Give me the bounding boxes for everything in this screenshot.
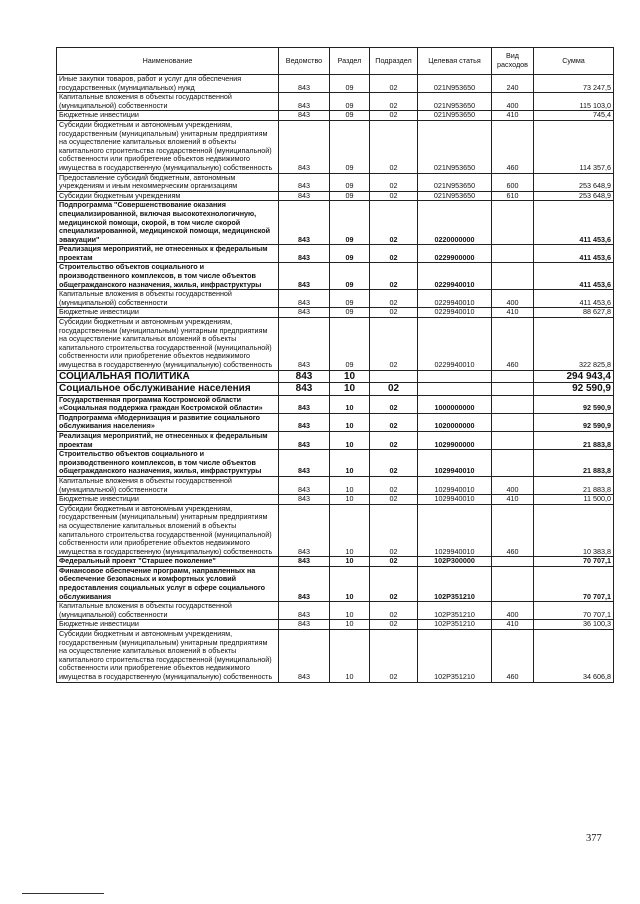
table-row xyxy=(57,245,614,263)
cell-target: 021N953650 xyxy=(418,191,492,201)
cell-target: 102P351210 xyxy=(418,602,492,620)
cell-dept: 843 xyxy=(279,413,330,431)
header-name: Наименование xyxy=(57,48,279,75)
cell-kind: 460 xyxy=(492,120,534,173)
cell-subsection: 02 xyxy=(370,504,418,557)
cell-sum: 34 606,8 xyxy=(534,630,614,683)
cell-kind xyxy=(492,431,534,449)
cell-subsection: 02 xyxy=(370,383,418,396)
cell-dept: 843 xyxy=(279,431,330,449)
cell-subsection: 02 xyxy=(370,75,418,93)
cell-section: 10 xyxy=(330,602,370,620)
cell-target: 021N953650 xyxy=(418,75,492,93)
cell-name: Иные закупки товаров, работ и услуг для обеспечения государственных (муниципальных) нужд xyxy=(57,75,279,93)
cell-section: 10 xyxy=(330,476,370,494)
cell-dept: 843 xyxy=(279,630,330,683)
cell-name: Бюджетные инвестиции xyxy=(57,495,279,505)
cell-subsection: 02 xyxy=(370,120,418,173)
cell-name: Подпрограмма "Совершенствование оказания специализированной, включая высокотехнологичную, медицинской помощи, скорой, в том числе скорой специализированной, медицинской помощи, медицинской эвакуации" xyxy=(57,201,279,245)
cell-section: 10 xyxy=(330,431,370,449)
cell-target: 0229900000 xyxy=(418,245,492,263)
cell-subsection: 02 xyxy=(370,566,418,601)
cell-section: 10 xyxy=(330,450,370,477)
cell-name: Субсидии бюджетным и автономным учреждениям, государственным (муниципальным) унитарным предприятиям на осуществление капитальных вложений в объекты капитального строительства государственной (муниципальной) собственности или приобретение объектов недвижимого имущества в государственную (муниципальную) собственность xyxy=(57,630,279,683)
table-row xyxy=(57,191,614,201)
cell-name: Бюджетные инвестиции xyxy=(57,111,279,121)
table-row xyxy=(57,413,614,431)
cell-name: Подпрограмма «Модернизация и развитие социального обслуживания населения» xyxy=(57,413,279,431)
cell-name: Капитальные вложения в объекты государственной (муниципальной) собственности xyxy=(57,290,279,308)
table-row xyxy=(57,431,614,449)
table-row xyxy=(57,383,614,396)
cell-target: 021N953650 xyxy=(418,173,492,191)
cell-sum: 322 825,8 xyxy=(534,318,614,371)
cell-kind: 460 xyxy=(492,504,534,557)
cell-name: Финансовое обеспечение программ, направленных на обеспечение безопасных и комфортных условий предоставления социальных услуг в сфере социального обслуживания xyxy=(57,566,279,601)
cell-dept: 843 xyxy=(279,318,330,371)
cell-name: Предоставление субсидий бюджетным, автономным учреждениям и иным некоммерческим организациям xyxy=(57,173,279,191)
cell-kind xyxy=(492,383,534,396)
cell-subsection: 02 xyxy=(370,495,418,505)
cell-target: 102P351210 xyxy=(418,566,492,601)
cell-sum: 92 590,9 xyxy=(534,383,614,396)
table-row xyxy=(57,263,614,290)
cell-section: 10 xyxy=(330,566,370,601)
cell-target: 021N953650 xyxy=(418,120,492,173)
header-subsection: Подраздел xyxy=(370,48,418,75)
table-row xyxy=(57,495,614,505)
cell-section: 09 xyxy=(330,111,370,121)
cell-sum: 21 883,8 xyxy=(534,450,614,477)
cell-section: 10 xyxy=(330,620,370,630)
cell-kind xyxy=(492,450,534,477)
cell-target: 102P351210 xyxy=(418,630,492,683)
cell-section: 10 xyxy=(330,504,370,557)
cell-kind xyxy=(492,557,534,567)
cell-sum: 73 247,5 xyxy=(534,75,614,93)
cell-name: Капитальные вложения в объекты государственной (муниципальной) собственности xyxy=(57,476,279,494)
cell-name: Капитальные вложения в объекты государственной (муниципальной) собственности xyxy=(57,602,279,620)
cell-sum: 114 357,6 xyxy=(534,120,614,173)
header-dept: Ведомство xyxy=(279,48,330,75)
cell-target: 1029940010 xyxy=(418,495,492,505)
cell-target: 021N953650 xyxy=(418,93,492,111)
table-row xyxy=(57,75,614,93)
cell-section: 09 xyxy=(330,173,370,191)
cell-subsection: 02 xyxy=(370,173,418,191)
cell-sum: 10 383,8 xyxy=(534,504,614,557)
cell-sum: 21 883,8 xyxy=(534,476,614,494)
cell-section: 09 xyxy=(330,191,370,201)
cell-name: Государственная программа Костромской области «Социальная поддержка граждан Костромской области» xyxy=(57,395,279,413)
cell-dept: 843 xyxy=(279,263,330,290)
cell-name: Субсидии бюджетным и автономным учреждениям, государственным (муниципальным) унитарным предприятиям на осуществление капитальных вложений в объекты капитального строительства государственной (муниципальной) собственности или приобретение объектов недвижимого имущества в государственную (муниципальную) собственность xyxy=(57,318,279,371)
cell-sum: 294 943,4 xyxy=(534,370,614,383)
cell-target: 0229940010 xyxy=(418,263,492,290)
cell-dept: 843 xyxy=(279,602,330,620)
cell-name: Капитальные вложения в объекты государственной (муниципальной) собственности xyxy=(57,93,279,111)
footer-divider xyxy=(22,893,104,894)
cell-target xyxy=(418,370,492,383)
cell-section: 10 xyxy=(330,370,370,383)
table-row xyxy=(57,290,614,308)
table-row xyxy=(57,557,614,567)
cell-section: 10 xyxy=(330,495,370,505)
cell-dept: 843 xyxy=(279,75,330,93)
cell-sum: 88 627,8 xyxy=(534,308,614,318)
cell-section: 09 xyxy=(330,75,370,93)
cell-subsection: 02 xyxy=(370,620,418,630)
cell-subsection: 02 xyxy=(370,201,418,245)
cell-target: 1029940010 xyxy=(418,504,492,557)
table-row xyxy=(57,450,614,477)
cell-section: 09 xyxy=(330,120,370,173)
cell-kind xyxy=(492,370,534,383)
table-row xyxy=(57,201,614,245)
cell-dept: 843 xyxy=(279,566,330,601)
cell-dept: 843 xyxy=(279,557,330,567)
cell-kind xyxy=(492,413,534,431)
cell-sum: 253 648,9 xyxy=(534,173,614,191)
cell-name: Федеральный проект "Старшее поколение" xyxy=(57,557,279,567)
cell-sum: 411 453,6 xyxy=(534,201,614,245)
table-header-row xyxy=(57,48,614,75)
cell-name: Реализация мероприятий, не отнесенных к федеральным проектам xyxy=(57,431,279,449)
cell-kind: 400 xyxy=(492,476,534,494)
cell-subsection: 02 xyxy=(370,450,418,477)
cell-dept: 843 xyxy=(279,383,330,396)
cell-dept: 843 xyxy=(279,395,330,413)
cell-dept: 843 xyxy=(279,93,330,111)
cell-name: Бюджетные инвестиции xyxy=(57,620,279,630)
header-target: Целевая статья xyxy=(418,48,492,75)
cell-target: 102P351210 xyxy=(418,620,492,630)
cell-subsection: 02 xyxy=(370,395,418,413)
cell-section: 09 xyxy=(330,308,370,318)
table-row xyxy=(57,93,614,111)
cell-dept: 843 xyxy=(279,450,330,477)
cell-subsection: 02 xyxy=(370,431,418,449)
table-row xyxy=(57,370,614,383)
header-sum: Сумма xyxy=(534,48,614,75)
cell-name: Социальное обслуживание населения xyxy=(57,383,279,396)
cell-subsection: 02 xyxy=(370,476,418,494)
cell-dept: 843 xyxy=(279,308,330,318)
cell-kind: 410 xyxy=(492,495,534,505)
cell-sum: 36 100,3 xyxy=(534,620,614,630)
table-row xyxy=(57,173,614,191)
cell-kind xyxy=(492,263,534,290)
cell-sum: 11 500,0 xyxy=(534,495,614,505)
cell-section: 09 xyxy=(330,318,370,371)
cell-section: 09 xyxy=(330,201,370,245)
cell-dept: 843 xyxy=(279,191,330,201)
cell-dept: 843 xyxy=(279,290,330,308)
cell-kind: 400 xyxy=(492,93,534,111)
cell-sum: 92 590,9 xyxy=(534,395,614,413)
cell-subsection: 02 xyxy=(370,318,418,371)
header-kind: Вид расходов xyxy=(492,48,534,75)
cell-kind: 410 xyxy=(492,620,534,630)
cell-sum: 115 103,0 xyxy=(534,93,614,111)
table-row xyxy=(57,566,614,601)
cell-section: 09 xyxy=(330,93,370,111)
table-row xyxy=(57,630,614,683)
cell-section: 10 xyxy=(330,395,370,413)
cell-subsection: 02 xyxy=(370,413,418,431)
table-row xyxy=(57,620,614,630)
cell-kind xyxy=(492,566,534,601)
cell-dept: 843 xyxy=(279,245,330,263)
cell-subsection: 02 xyxy=(370,111,418,121)
cell-kind: 400 xyxy=(492,602,534,620)
table-row xyxy=(57,111,614,121)
cell-name: СОЦИАЛЬНАЯ ПОЛИТИКА xyxy=(57,370,279,383)
cell-kind: 600 xyxy=(492,173,534,191)
cell-kind: 610 xyxy=(492,191,534,201)
table-row xyxy=(57,395,614,413)
table-row xyxy=(57,602,614,620)
cell-section: 09 xyxy=(330,245,370,263)
cell-dept: 843 xyxy=(279,504,330,557)
cell-dept: 843 xyxy=(279,370,330,383)
cell-kind: 410 xyxy=(492,308,534,318)
cell-sum: 70 707,1 xyxy=(534,557,614,567)
cell-sum: 745,4 xyxy=(534,111,614,121)
cell-section: 10 xyxy=(330,557,370,567)
cell-sum: 21 883,8 xyxy=(534,431,614,449)
cell-kind: 240 xyxy=(492,75,534,93)
cell-name: Реализация мероприятий, не отнесенных к федеральным проектам xyxy=(57,245,279,263)
cell-sum: 70 707,1 xyxy=(534,566,614,601)
table-row xyxy=(57,308,614,318)
cell-subsection: 02 xyxy=(370,93,418,111)
cell-target: 1029940010 xyxy=(418,476,492,494)
cell-kind: 400 xyxy=(492,290,534,308)
cell-dept: 843 xyxy=(279,201,330,245)
cell-kind: 460 xyxy=(492,630,534,683)
cell-target: 0229940010 xyxy=(418,290,492,308)
cell-subsection: 02 xyxy=(370,557,418,567)
cell-kind xyxy=(492,395,534,413)
cell-name: Строительство объектов социального и производственного комплексов, в том числе объектов общегражданского назначения, жилья, инфраструктуры xyxy=(57,263,279,290)
cell-dept: 843 xyxy=(279,620,330,630)
cell-target: 1000000000 xyxy=(418,395,492,413)
cell-sum: 411 453,6 xyxy=(534,263,614,290)
page-number: 377 xyxy=(586,833,602,844)
cell-name: Строительство объектов социального и производственного комплексов, в том числе объектов общегражданского назначения, жилья, инфраструктуры xyxy=(57,450,279,477)
cell-subsection: 02 xyxy=(370,308,418,318)
table-row xyxy=(57,120,614,173)
cell-section: 09 xyxy=(330,290,370,308)
cell-dept: 843 xyxy=(279,120,330,173)
cell-kind: 410 xyxy=(492,111,534,121)
cell-target: 1029900000 xyxy=(418,431,492,449)
cell-name: Субсидии бюджетным учреждениям xyxy=(57,191,279,201)
cell-subsection: 02 xyxy=(370,630,418,683)
cell-dept: 843 xyxy=(279,476,330,494)
cell-subsection: 02 xyxy=(370,263,418,290)
cell-subsection: 02 xyxy=(370,245,418,263)
cell-subsection: 02 xyxy=(370,602,418,620)
cell-target xyxy=(418,383,492,396)
cell-sum: 253 648,9 xyxy=(534,191,614,201)
cell-target: 021N953650 xyxy=(418,111,492,121)
budget-table xyxy=(56,47,614,683)
cell-target: 0220000000 xyxy=(418,201,492,245)
cell-subsection xyxy=(370,370,418,383)
cell-target: 0229940010 xyxy=(418,318,492,371)
cell-section: 10 xyxy=(330,383,370,396)
cell-section: 09 xyxy=(330,263,370,290)
cell-target: 0229940010 xyxy=(418,308,492,318)
cell-dept: 843 xyxy=(279,173,330,191)
cell-subsection: 02 xyxy=(370,290,418,308)
cell-sum: 411 453,6 xyxy=(534,290,614,308)
cell-subsection: 02 xyxy=(370,191,418,201)
cell-sum: 92 590,9 xyxy=(534,413,614,431)
table-row xyxy=(57,476,614,494)
cell-name: Субсидии бюджетным и автономным учреждениям, государственным (муниципальным) унитарным предприятиям на осуществление капитальных вложений в объекты капитального строительства государственной (муниципальной) собственности или приобретение объектов недвижимого имущества в государственную (муниципальную) собственность xyxy=(57,120,279,173)
header-section: Раздел xyxy=(330,48,370,75)
cell-sum: 411 453,6 xyxy=(534,245,614,263)
cell-kind xyxy=(492,201,534,245)
cell-kind: 460 xyxy=(492,318,534,371)
cell-kind xyxy=(492,245,534,263)
cell-dept: 843 xyxy=(279,111,330,121)
cell-section: 10 xyxy=(330,413,370,431)
cell-sum: 70 707,1 xyxy=(534,602,614,620)
table-row xyxy=(57,318,614,371)
cell-target: 1029940010 xyxy=(418,450,492,477)
cell-name: Бюджетные инвестиции xyxy=(57,308,279,318)
table-row xyxy=(57,504,614,557)
cell-dept: 843 xyxy=(279,495,330,505)
cell-target: 1020000000 xyxy=(418,413,492,431)
table-body xyxy=(57,75,614,683)
cell-name: Субсидии бюджетным и автономным учреждениям, государственным (муниципальным) унитарным предприятиям на осуществление капитальных вложений в объекты капитального строительства государственной (муниципальной) собственности или приобретение объектов недвижимого имущества в государственную (муниципальную) собственность xyxy=(57,504,279,557)
cell-target: 102P300000 xyxy=(418,557,492,567)
cell-section: 10 xyxy=(330,630,370,683)
